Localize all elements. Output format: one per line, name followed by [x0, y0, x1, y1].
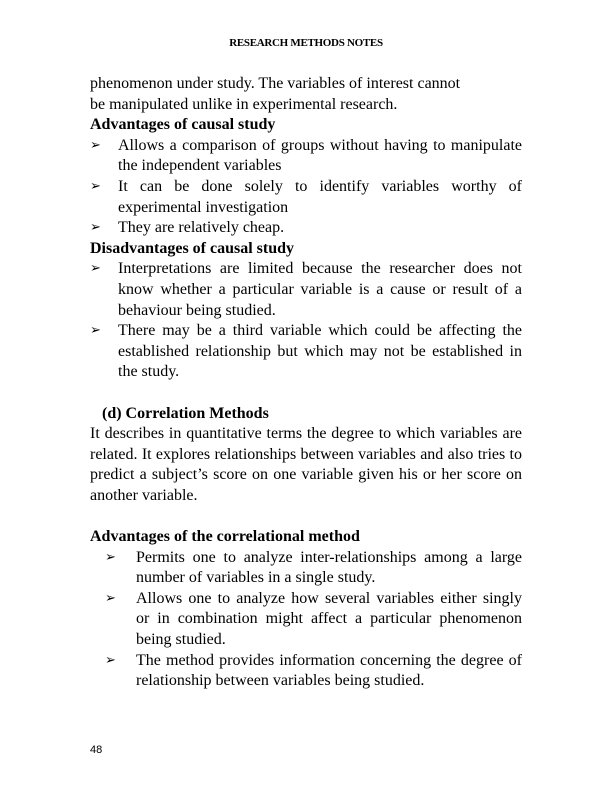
arrow-bullet-icon: ➢	[90, 220, 101, 236]
page-number: 48	[90, 744, 103, 756]
list-item: ➢ Allows a comparison of groups without having to manipulate the independent variables	[90, 136, 522, 175]
list-item: ➢ Interpretations are limited because the researcher does not know whether a particular variable is a cause or result of a behaviour being studied.	[90, 260, 522, 319]
spacer	[90, 506, 522, 527]
causal-advantages-heading: Advantages of causal study	[90, 116, 276, 134]
causal-advantages-list	[90, 136, 522, 239]
correlational-advantages-heading: Advantages of the correlational method	[90, 528, 360, 546]
arrow-bullet-icon: ➢	[90, 178, 101, 194]
list-item: ➢ They are relatively cheap.	[90, 218, 522, 239]
list-item: ➢ There may be a third variable which could be affecting the established relationship but which may not be established in the study.	[90, 322, 522, 381]
arrow-bullet-icon: ➢	[105, 590, 116, 606]
arrow-bullet-icon: ➢	[90, 261, 101, 277]
arrow-bullet-icon: ➢	[90, 137, 101, 153]
arrow-bullet-icon: ➢	[105, 652, 116, 668]
intro-line-1: phenomenon under study. The variables of interest cannot	[90, 75, 461, 92]
spacer	[90, 383, 522, 404]
intro-line-2: be manipulated unlike in experimental research.	[90, 95, 398, 113]
list-item: ➢ Allows one to analyze how several variables either singly or in combination might affect a particular phenomenon being studied.	[105, 589, 522, 649]
arrow-bullet-icon: ➢	[90, 323, 101, 339]
correlation-methods-heading: (d) Correlation Methods	[102, 404, 269, 422]
causal-disadvantages-heading: Disadvantages of causal study	[90, 239, 295, 257]
causal-disadvantages-list	[90, 259, 522, 383]
list-item: ➢ It can be done solely to identify variables worthy of experimental investigation	[90, 177, 522, 216]
correlational-advantages-list	[90, 548, 522, 692]
arrow-bullet-icon: ➢	[105, 549, 116, 565]
correlation-paragraph: It describes in quantitative terms the degree to which variables are related. It explores relationships between variables and also tries to predict a subject’s score on one variable given his or her score on another variable.	[90, 425, 522, 504]
running-header: RESEARCH METHODS NOTES	[229, 37, 383, 49]
list-item: ➢ The method provides information concerning the degree of relationship between variables being studied.	[105, 651, 522, 690]
list-item: ➢ Permits one to analyze inter-relationships among a large number of variables in a single study.	[105, 548, 522, 587]
page-body	[90, 74, 522, 692]
